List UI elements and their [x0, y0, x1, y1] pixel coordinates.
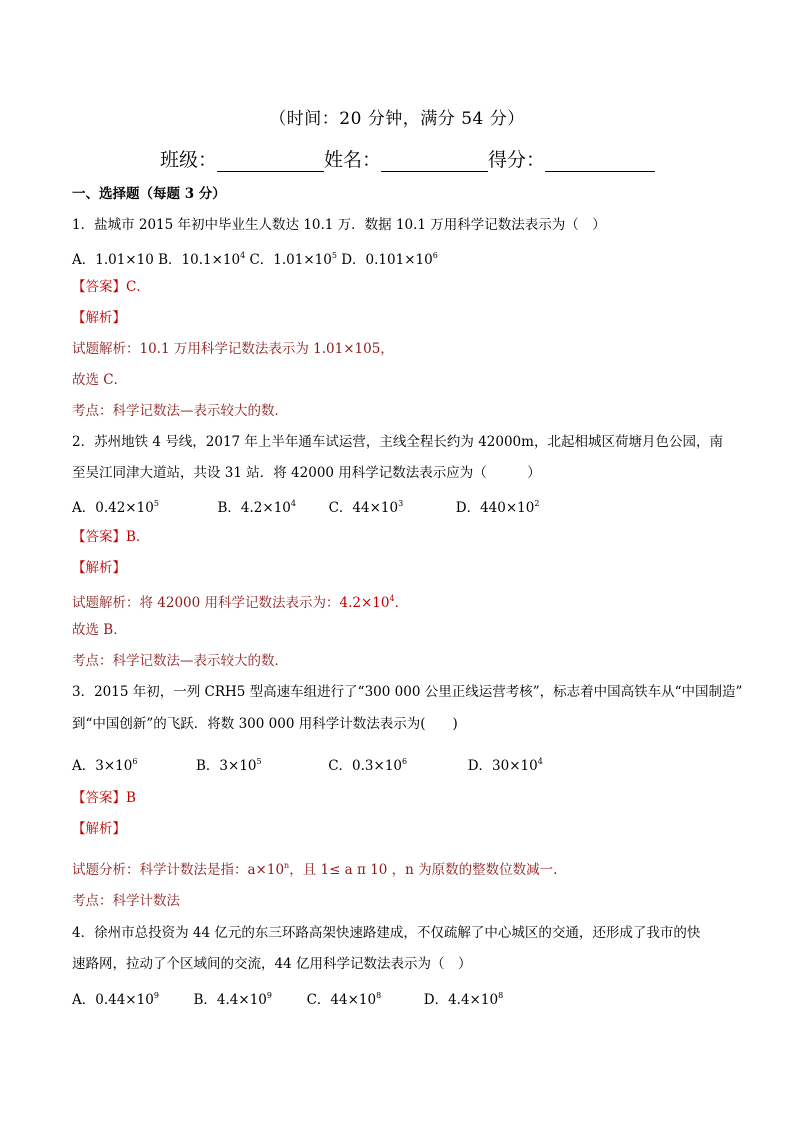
q2-option-c-exp: 3 — [398, 499, 404, 508]
q4-option-a: A．0.44×10 — [72, 992, 154, 1008]
q3-option-c: C．0.3×10 — [328, 758, 402, 774]
q3-stem-line2: 到“中国创新”的飞跃．将数 300 000 用科学计数法表示为( ) — [72, 716, 458, 732]
q3-solution — [72, 858, 557, 878]
q1-option-b-exp: 4 — [240, 251, 246, 260]
q2-option-d-exp: 2 — [534, 499, 540, 508]
q4-option-d: D．4.4×10 — [423, 992, 499, 1008]
q3-option-b: B．3×10 — [196, 758, 257, 774]
q3-point: 考点：科学计数法 — [72, 893, 180, 909]
q3-answer: 【答案】B — [72, 790, 136, 806]
q4-option-b-exp: 9 — [266, 991, 272, 1000]
q2-option-b-exp: 4 — [290, 499, 296, 508]
student-info-line — [160, 145, 655, 172]
q1-choose: 故选 C． — [72, 372, 128, 388]
name-blank[interactable] — [381, 151, 488, 172]
q4-option-a-exp: 9 — [153, 991, 159, 1000]
q3-option-d: D．30×10 — [467, 758, 538, 774]
q2-choose: 故选 B． — [72, 622, 127, 638]
q4-options — [72, 988, 503, 1008]
q3-option-b-exp: 5 — [256, 757, 262, 766]
q2-options — [72, 496, 539, 516]
time-limit: （时间：20 分钟，满分 54 分） — [269, 109, 525, 129]
q1-answer: 【答案】C． — [72, 279, 150, 295]
q3-solution-exp: n — [284, 861, 290, 870]
q3-solution-formula: a×10 — [247, 862, 285, 878]
q1-analysis: 【解析】 — [72, 310, 126, 326]
q4-option-b: B．4.4×10 — [193, 992, 267, 1008]
q4-option-d-exp: 8 — [498, 991, 504, 1000]
q3-analysis: 【解析】 — [72, 821, 126, 837]
section-title: 一、选择题（每题 3 分） — [72, 186, 226, 202]
q2-point: 考点：科学记数法—表示较大的数． — [72, 653, 288, 669]
score-label: 得分： — [488, 149, 546, 171]
q4-stem-line2: 速路网，拉动了个区域间的交流，44 亿用科学记数法表示为（ ） — [72, 956, 472, 972]
q1-stem: 1．盐城市 2015 年初中毕业生人数达 10.1 万．数据 10.1 万用科学记数法表示为（ ） — [72, 217, 606, 233]
q3-stem-line1: 3．2015 年初，一列 CRH5 型高速车组进行了“300 000 公里正线运营考核”，标志着中国高铁车从“中国制造” — [72, 684, 743, 700]
q1-point: 考点：科学记数法—表示较大的数． — [72, 403, 288, 419]
q4-stem-line1: 4．徐州市总投资为 44 亿元的东三环路高架快速路建成，不仅疏解了中心城区的交通，还形成了我市的快 — [72, 925, 701, 941]
q1-options — [72, 248, 438, 268]
q2-solution-exp: 4 — [389, 594, 395, 603]
q3-solution-rest: ，且 1≤ a π 10 ，n 为原数的整数位数减一. — [289, 862, 558, 878]
q2-option-b: B．4.2×10 — [217, 500, 291, 516]
q1-option-c-exp: 5 — [331, 251, 337, 260]
class-blank[interactable] — [217, 151, 324, 172]
class-label: 班级： — [160, 149, 218, 171]
q2-option-d: D．440×10 — [455, 500, 535, 516]
q1-option-c: C．1.01×10 — [245, 252, 332, 268]
q2-option-c: C．44×10 — [328, 500, 399, 516]
q2-solution-text: 试题解析：将 42000 用科学记数法表示为： — [72, 595, 340, 611]
q2-option-a: A．0.42×10 — [72, 500, 154, 516]
q4-option-c-exp: 8 — [376, 991, 382, 1000]
q1-option-b: 10.1×10 — [181, 252, 241, 268]
q2-solution-end: ． — [394, 595, 409, 611]
q1-solution: 试题解析：10.1 万用科学记数法表示为 1.01×105， — [72, 341, 394, 357]
q3-solution-text: 试题分析：科学计数法是指： — [72, 862, 248, 878]
name-label: 姓名： — [324, 149, 382, 171]
q3-option-d-exp: 4 — [537, 757, 543, 766]
q2-stem-line2: 至吴江同津大道站，共设 31 站．将 42000 用科学记数法表示应为（ ） — [72, 465, 541, 481]
q4-option-c: C．44×10 — [306, 992, 377, 1008]
q2-solution-value: 4.2×10 — [339, 595, 390, 611]
q3-option-a: A．3×10 — [72, 758, 133, 774]
q2-answer: 【答案】B． — [72, 529, 150, 545]
q3-options — [72, 754, 543, 774]
q3-option-c-exp: 6 — [402, 757, 408, 766]
q1-option-a: A．1.01×10 B． — [72, 252, 182, 268]
score-blank[interactable] — [545, 151, 655, 172]
q1-option-d: D．0.101×10 — [336, 252, 433, 268]
q1-option-d-exp: 6 — [432, 251, 438, 260]
q2-stem-line1: 2．苏州地铁 4 号线，2017 年上半年通车试运营，主线全程长约为 42000m，北起相城区荷塘月色公园，南 — [72, 434, 723, 450]
q2-option-a-exp: 5 — [153, 499, 159, 508]
q2-analysis: 【解析】 — [72, 560, 126, 576]
q3-option-a-exp: 6 — [132, 757, 138, 766]
q2-solution — [72, 591, 408, 611]
